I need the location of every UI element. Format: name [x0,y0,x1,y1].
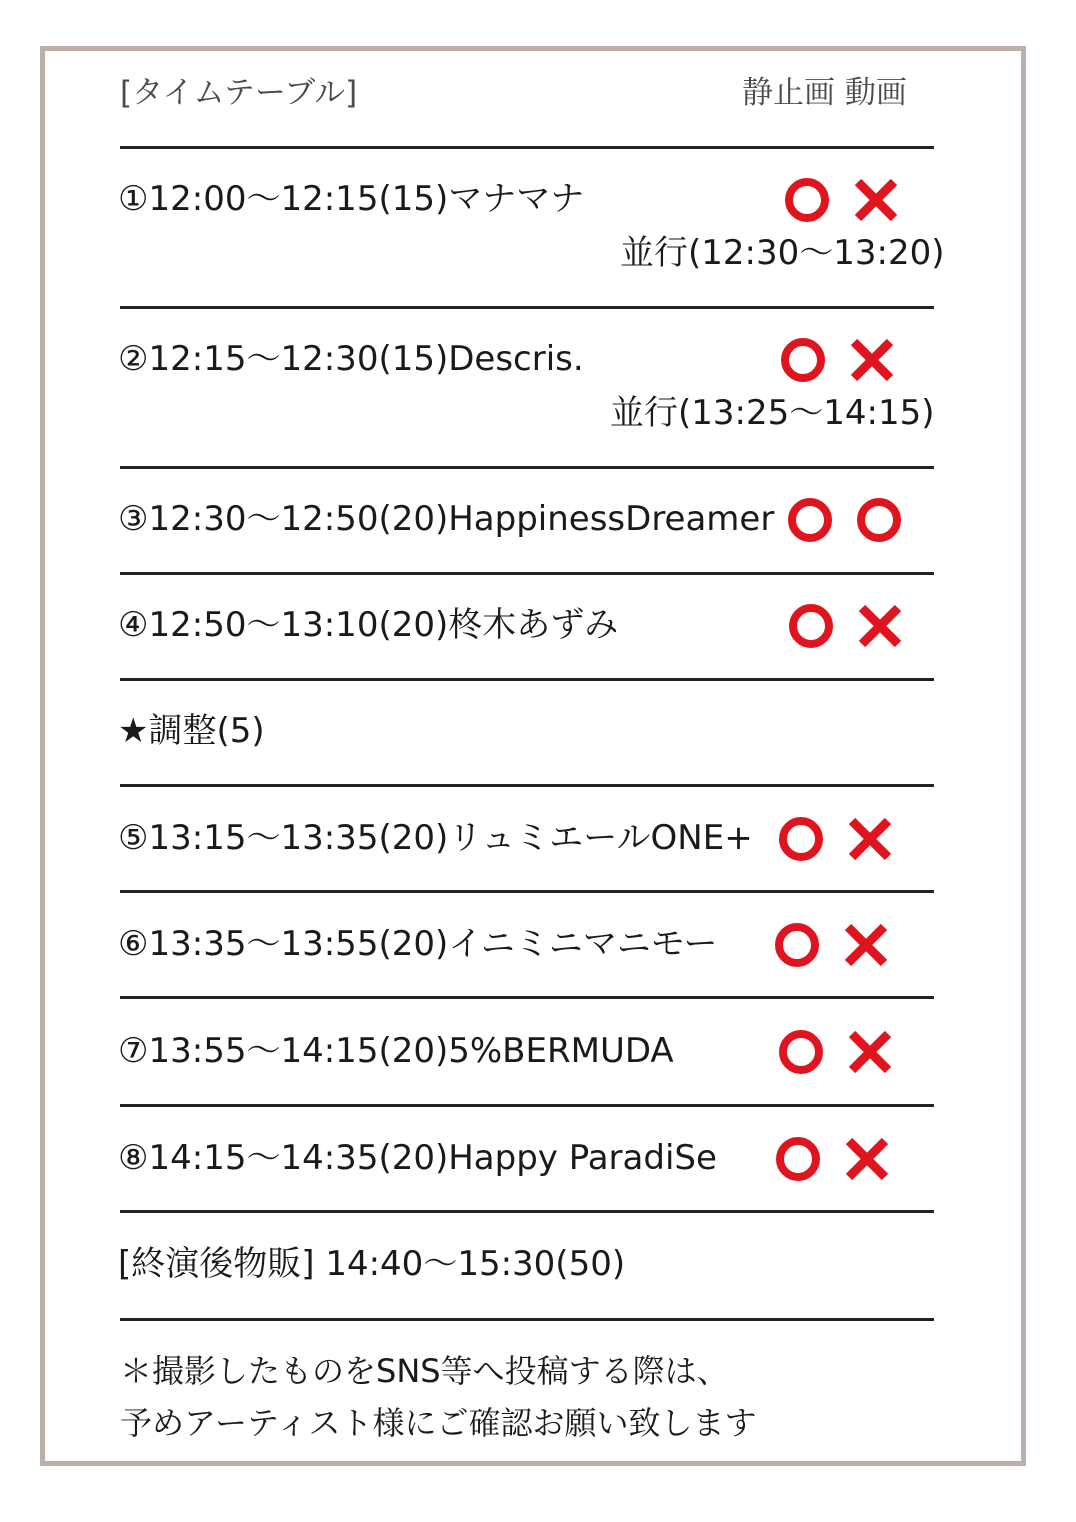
divider [120,1210,934,1213]
divider [120,1318,934,1321]
timetable-row: ④12:50〜13:10(20)柊木あずみ [118,605,619,645]
merch-row: [終演後物販] 14:40〜15:30(50) [118,1244,626,1284]
timetable-row: ⑦13:55〜14:15(20)5%BERMUDA [118,1031,674,1071]
timetable-row: ①12:00〜12:15(15)マナマナ [118,179,585,219]
timetable-row: ⑥13:35〜13:55(20)イニミニマニモー [118,924,718,964]
red-circle-icon [779,336,827,384]
red-cross-icon [842,921,890,969]
divider [120,1104,934,1107]
divider [120,678,934,681]
divider [120,466,934,469]
timetable-row: ⑧14:15〜14:35(20)Happy ParadiSe [118,1138,717,1178]
divider [120,306,934,309]
timetable-row: ③12:30〜12:50(20)HappinessDreamer [118,499,775,539]
page-title: [タイムテーブル] [120,75,358,111]
timetable-row: ②12:15〜12:30(15)Descris. [118,339,584,379]
timetable-row: ⑤13:15〜13:35(20)リュミエールONE+ [118,818,753,858]
red-circle-icon [783,176,831,224]
divider [120,146,934,149]
red-cross-icon [843,1135,891,1183]
red-circle-icon [786,496,834,544]
adjustment-row: ★調整(5) [118,711,265,751]
footer-note-line: ＊撮影したものをSNS等へ投稿する際は、 [120,1352,729,1390]
red-cross-icon [856,602,904,650]
parallel-time-note: 並行(12:30〜13:20) [620,233,945,273]
red-circle-icon [787,602,835,650]
red-cross-icon [848,336,896,384]
red-cross-icon [846,815,894,863]
divider [120,890,934,893]
column-labels: 静止画 動画 [742,75,907,111]
red-cross-icon [852,176,900,224]
red-circle-icon [777,1028,825,1076]
divider [120,572,934,575]
red-cross-icon [846,1028,894,1076]
red-circle-icon [774,1135,822,1183]
red-circle-icon [773,921,821,969]
divider [120,784,934,787]
red-circle-icon [855,496,903,544]
parallel-time-note: 並行(13:25〜14:15) [610,393,935,433]
footer-note-line: 予めアーティスト様にご確認お願い致します [120,1404,757,1442]
divider [120,996,934,999]
red-circle-icon [777,815,825,863]
